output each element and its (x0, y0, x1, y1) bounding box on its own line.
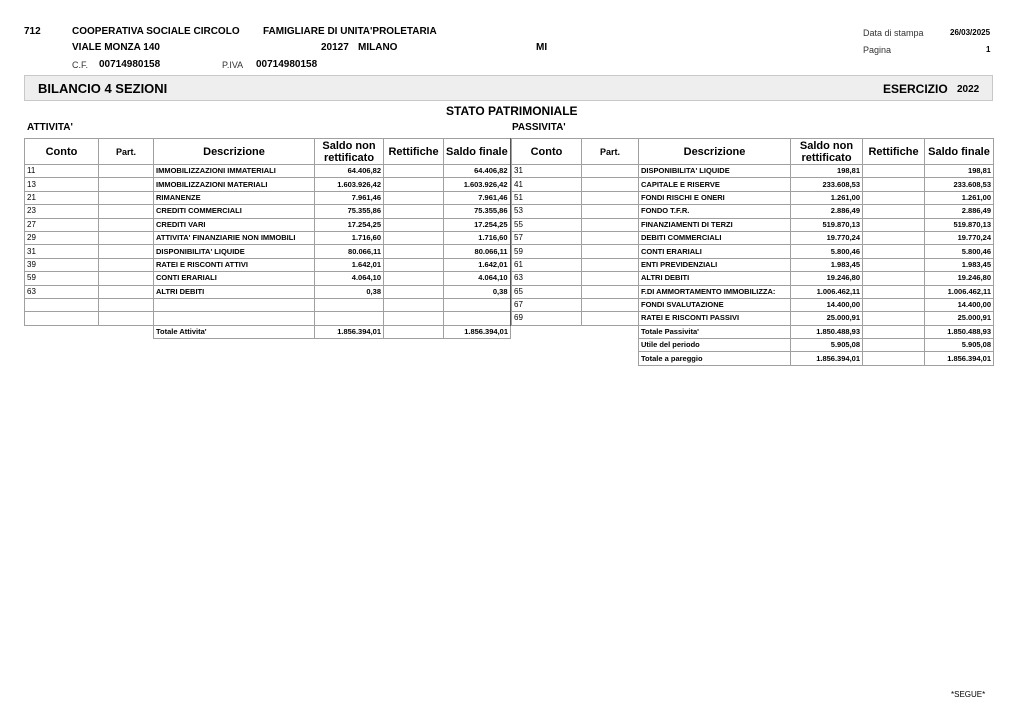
part-cell (99, 285, 154, 298)
part-cell (582, 285, 639, 298)
descrizione-cell: CAPITALE E RISERVE (639, 178, 791, 191)
saldo-finale-cell (444, 312, 511, 325)
company-cap: 20127 (321, 42, 349, 53)
conto-cell: 55 (512, 218, 582, 231)
page-label: Pagina (863, 45, 892, 55)
utile-row (512, 339, 994, 352)
descrizione-cell: ENTI PREVIDENZIALI (639, 258, 791, 271)
saldo-cell: 19.246,80 (791, 272, 863, 285)
col-saldo-line2: rettificato (801, 151, 852, 164)
col-saldo-non-rettificato (791, 139, 863, 165)
conto-cell (25, 298, 99, 311)
conto-cell: 31 (25, 245, 99, 258)
part-cell (582, 191, 639, 204)
part-cell (99, 245, 154, 258)
descrizione-cell: RATEI E RISCONTI PASSIVI (639, 312, 791, 325)
attivita-header-row (25, 139, 511, 165)
conto-cell: 61 (512, 258, 582, 271)
rettifiche-cell (863, 258, 925, 271)
col-saldo-line1: Saldo non (322, 139, 376, 152)
descrizione-cell: CONTI ERARIALI (639, 245, 791, 258)
conto-cell: 41 (512, 178, 582, 191)
saldo-finale-cell: 4.064,10 (444, 272, 511, 285)
rettifiche-cell (863, 191, 925, 204)
saldo-finale-cell: 0,38 (444, 285, 511, 298)
saldo-cell: 19.770,24 (791, 231, 863, 244)
pareggio-label: Totale a pareggio (639, 352, 791, 365)
rettifiche-cell (863, 285, 925, 298)
saldo-finale-cell: 25.000,91 (925, 312, 994, 325)
rettifiche-cell (863, 272, 925, 285)
conto-cell: 57 (512, 231, 582, 244)
conto-cell: 13 (25, 178, 99, 191)
piva-label: P.IVA (222, 60, 244, 70)
rettifiche-cell (863, 298, 925, 311)
part-cell (582, 298, 639, 311)
utile-finale: 5.905,08 (925, 339, 994, 352)
saldo-cell: 75.355,86 (315, 205, 384, 218)
piva-value: 00714980158 (256, 59, 318, 70)
conto-cell: 21 (25, 191, 99, 204)
col-rettifiche: Rettifiche (863, 139, 925, 165)
saldo-cell: 1.603.926,42 (315, 178, 384, 191)
print-date: 26/03/2025 (950, 28, 991, 37)
saldo-finale-cell: 1.716,60 (444, 231, 511, 244)
table-row (25, 191, 511, 204)
rettifiche-cell (863, 205, 925, 218)
saldo-cell: 17.254,25 (315, 218, 384, 231)
saldo-finale-cell: 75.355,86 (444, 205, 511, 218)
conto-cell: 11 (25, 165, 99, 178)
saldo-cell: 7.961,46 (315, 191, 384, 204)
saldo-cell: 1.642,01 (315, 258, 384, 271)
col-saldo-line1: Saldo non (799, 139, 854, 152)
saldo-cell: 4.064,10 (315, 272, 384, 285)
part-cell (99, 312, 154, 325)
company-address: VIALE MONZA 140 (72, 42, 160, 53)
saldo-finale-cell: 1.983,45 (925, 258, 994, 271)
title-band (24, 75, 993, 101)
part-cell (99, 165, 154, 178)
cf-value: 00714980158 (99, 59, 161, 70)
pareggio-row (512, 352, 994, 365)
rettifiche-cell (384, 285, 444, 298)
conto-cell: 65 (512, 285, 582, 298)
saldo-cell: 0,38 (315, 285, 384, 298)
company-province: MI (536, 42, 548, 53)
descrizione-cell: ALTRI DEBITI (154, 285, 315, 298)
col-descrizione: Descrizione (639, 139, 791, 165)
passivita-total-saldo: 1.850.488,93 (791, 325, 863, 338)
print-date-label: Data di stampa (863, 28, 924, 38)
footer-segue: *SEGUE* (951, 690, 986, 699)
col-part: Part. (582, 139, 639, 165)
rettifiche-cell (384, 298, 444, 311)
descrizione-cell: RATEI E RISCONTI ATTIVI (154, 258, 315, 271)
saldo-finale-cell: 5.800,46 (925, 245, 994, 258)
saldo-cell: 1.006.462,11 (791, 285, 863, 298)
saldo-cell: 5.800,46 (791, 245, 863, 258)
passivita-table (511, 138, 994, 366)
part-cell (582, 178, 639, 191)
col-conto: Conto (512, 139, 582, 165)
col-part: Part. (99, 139, 154, 165)
part-cell (582, 165, 639, 178)
saldo-cell: 80.066,11 (315, 245, 384, 258)
descrizione-cell: F.DI AMMORTAMENTO IMMOBILIZZA: (639, 285, 791, 298)
saldo-cell (315, 312, 384, 325)
saldo-finale-cell: 233.608,53 (925, 178, 994, 191)
descrizione-cell: ATTIVITA' FINANZIARIE NON IMMOBILI (154, 231, 315, 244)
conto-cell: 63 (25, 285, 99, 298)
col-saldo-non-rettificato (315, 139, 384, 165)
rettifiche-cell (863, 165, 925, 178)
saldo-cell: 14.400,00 (791, 298, 863, 311)
saldo-finale-cell: 519.870,13 (925, 218, 994, 231)
rettifiche-cell (863, 218, 925, 231)
table-row (512, 272, 994, 285)
company-city: MILANO (358, 42, 398, 53)
rettifiche-cell (384, 258, 444, 271)
descrizione-cell: RIMANENZE (154, 191, 315, 204)
table-row (512, 178, 994, 191)
col-saldo-finale: Saldo finale (925, 139, 994, 165)
rettifiche-cell (863, 312, 925, 325)
saldo-cell: 233.608,53 (791, 178, 863, 191)
table-row (512, 205, 994, 218)
conto-cell: 69 (512, 312, 582, 325)
saldo-finale-cell: 14.400,00 (925, 298, 994, 311)
table-row (25, 205, 511, 218)
conto-cell: 39 (25, 258, 99, 271)
table-row (512, 191, 994, 204)
rettifiche-cell (384, 245, 444, 258)
part-cell (99, 272, 154, 285)
report-subtitle: STATO PATRIMONIALE (446, 104, 578, 118)
saldo-finale-cell (444, 298, 511, 311)
table-row (25, 245, 511, 258)
pareggio-saldo: 1.856.394,01 (791, 352, 863, 365)
attivita-total-label: Totale Attivita' (154, 325, 315, 338)
table-row (25, 218, 511, 231)
part-cell (582, 231, 639, 244)
conto-cell: 29 (25, 231, 99, 244)
saldo-cell: 198,81 (791, 165, 863, 178)
table-row (25, 165, 511, 178)
passivita-total-finale: 1.850.488,93 (925, 325, 994, 338)
part-cell (582, 272, 639, 285)
company-name-part1: COOPERATIVA SOCIALE CIRCOLO (72, 26, 240, 37)
table-row (512, 312, 994, 325)
part-cell (99, 298, 154, 311)
col-conto: Conto (25, 139, 99, 165)
passivita-total-label: Totale Passivita' (639, 325, 791, 338)
conto-cell: 27 (25, 218, 99, 231)
conto-cell: 53 (512, 205, 582, 218)
saldo-cell: 25.000,91 (791, 312, 863, 325)
rettifiche-cell (863, 178, 925, 191)
saldo-cell: 1.983,45 (791, 258, 863, 271)
descrizione-cell: DISPONIBILITA' LIQUIDE (154, 245, 315, 258)
rettifiche-cell (384, 272, 444, 285)
saldo-cell (315, 298, 384, 311)
saldo-finale-cell: 1.006.462,11 (925, 285, 994, 298)
conto-cell: 51 (512, 191, 582, 204)
saldo-finale-cell: 1.603.926,42 (444, 178, 511, 191)
saldo-cell: 1.261,00 (791, 191, 863, 204)
company-code: 712 (24, 26, 41, 37)
utile-label: Utile del periodo (639, 339, 791, 352)
part-cell (99, 191, 154, 204)
saldo-finale-cell: 80.066,11 (444, 245, 511, 258)
conto-cell (25, 312, 99, 325)
saldo-finale-cell: 19.770,24 (925, 231, 994, 244)
saldo-finale-cell: 7.961,46 (444, 191, 511, 204)
passivita-section-label: PASSIVITA' (512, 122, 566, 133)
table-row (25, 298, 511, 311)
table-row (25, 178, 511, 191)
col-saldo-finale: Saldo finale (444, 139, 511, 165)
descrizione-cell: CREDITI VARI (154, 218, 315, 231)
rettifiche-cell (384, 231, 444, 244)
descrizione-cell: FINANZIAMENTI DI TERZI (639, 218, 791, 231)
table-row (25, 272, 511, 285)
part-cell (582, 245, 639, 258)
cf-label: C.F. (72, 60, 89, 70)
saldo-finale-cell: 198,81 (925, 165, 994, 178)
saldo-cell: 519.870,13 (791, 218, 863, 231)
pareggio-finale: 1.856.394,01 (925, 352, 994, 365)
part-cell (99, 205, 154, 218)
part-cell (582, 258, 639, 271)
rettifiche-cell (384, 178, 444, 191)
descrizione-cell: FONDO T.F.R. (639, 205, 791, 218)
passivita-total-row (512, 325, 994, 338)
descrizione-cell: ALTRI DEBITI (639, 272, 791, 285)
rettifiche-cell (384, 218, 444, 231)
table-row (512, 285, 994, 298)
utile-saldo: 5.905,08 (791, 339, 863, 352)
descrizione-cell: FONDI RISCHI E ONERI (639, 191, 791, 204)
part-cell (99, 231, 154, 244)
descrizione-cell: CREDITI COMMERCIALI (154, 205, 315, 218)
conto-cell: 23 (25, 205, 99, 218)
rettifiche-cell (384, 191, 444, 204)
conto-cell: 67 (512, 298, 582, 311)
descrizione-cell: CONTI ERARIALI (154, 272, 315, 285)
conto-cell: 59 (512, 245, 582, 258)
conto-cell: 63 (512, 272, 582, 285)
saldo-finale-cell: 19.246,80 (925, 272, 994, 285)
table-row (512, 298, 994, 311)
descrizione-cell (154, 312, 315, 325)
table-row (512, 231, 994, 244)
saldo-cell: 2.886,49 (791, 205, 863, 218)
attivita-total-finale: 1.856.394,01 (444, 325, 511, 338)
page-number: 1 (986, 45, 991, 54)
table-row (25, 285, 511, 298)
rettifiche-cell (863, 245, 925, 258)
descrizione-cell: IMMOBILIZZAZIONI IMMATERIALI (154, 165, 315, 178)
year-value: 2022 (957, 84, 980, 95)
table-row (512, 218, 994, 231)
part-cell (582, 218, 639, 231)
descrizione-cell: DEBITI COMMERCIALI (639, 231, 791, 244)
saldo-finale-cell: 64.406,82 (444, 165, 511, 178)
year-label: ESERCIZIO (883, 82, 948, 96)
descrizione-cell: FONDI SVALUTAZIONE (639, 298, 791, 311)
col-descrizione: Descrizione (154, 139, 315, 165)
saldo-finale-cell: 2.886,49 (925, 205, 994, 218)
descrizione-cell (154, 298, 315, 311)
saldo-finale-cell: 1.642,01 (444, 258, 511, 271)
table-row (512, 165, 994, 178)
saldo-cell: 1.716,60 (315, 231, 384, 244)
rettifiche-cell (384, 205, 444, 218)
attivita-section-label: ATTIVITA' (27, 122, 73, 133)
table-row (25, 258, 511, 271)
descrizione-cell: IMMOBILIZZAZIONI MATERIALI (154, 178, 315, 191)
part-cell (99, 178, 154, 191)
table-row (512, 258, 994, 271)
rettifiche-cell (863, 231, 925, 244)
saldo-finale-cell: 1.261,00 (925, 191, 994, 204)
attivita-total-row (25, 325, 511, 338)
attivita-total-saldo: 1.856.394,01 (315, 325, 384, 338)
table-row (512, 245, 994, 258)
part-cell (582, 205, 639, 218)
table-row (25, 231, 511, 244)
saldo-cell: 64.406,82 (315, 165, 384, 178)
part-cell (582, 312, 639, 325)
passivita-header-row (512, 139, 994, 165)
report-title: BILANCIO 4 SEZIONI (38, 81, 168, 96)
company-name-part2: FAMIGLIARE DI UNITA'PROLETARIA (263, 26, 437, 37)
table-row (25, 312, 511, 325)
rettifiche-cell (384, 312, 444, 325)
part-cell (99, 258, 154, 271)
col-saldo-line2: rettificato (323, 151, 375, 164)
col-rettifiche: Rettifiche (384, 139, 444, 165)
saldo-finale-cell: 17.254,25 (444, 218, 511, 231)
conto-cell: 59 (25, 272, 99, 285)
part-cell (99, 218, 154, 231)
rettifiche-cell (384, 165, 444, 178)
attivita-table (24, 138, 512, 339)
descrizione-cell: DISPONIBILITA' LIQUIDE (639, 165, 791, 178)
conto-cell: 31 (512, 165, 582, 178)
